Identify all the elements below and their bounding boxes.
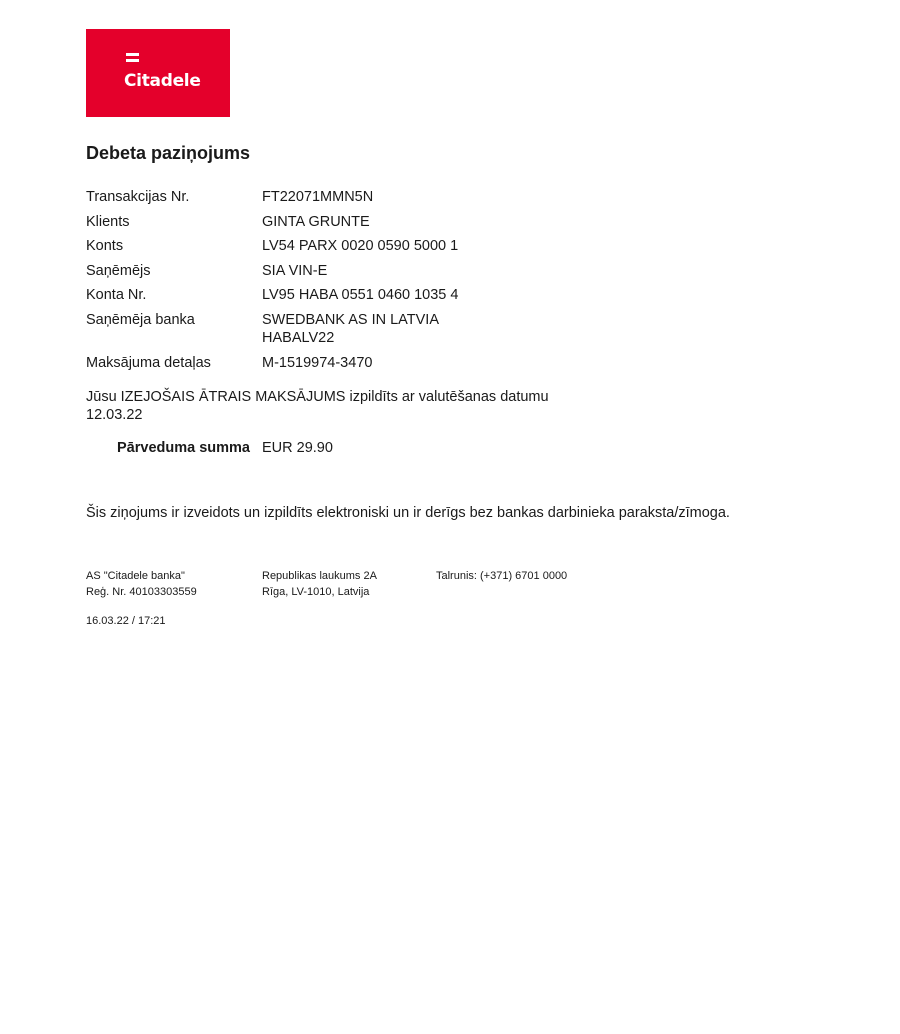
citadele-logo-mark-icon — [126, 53, 139, 62]
citadele-logo-text: Citadele — [124, 71, 201, 91]
detail-value: LV95 HABA 0551 0460 1035 4 — [262, 287, 459, 303]
detail-value: LV54 PARX 0020 0590 5000 1 — [262, 238, 459, 254]
footer-address-line2: Rīga, LV-1010, Latvija — [262, 586, 370, 598]
amount-value: EUR 29.90 — [262, 440, 333, 456]
footer-address-line1: Republikas laukums 2A — [262, 570, 377, 582]
detail-label: Konts — [86, 238, 124, 254]
execution-statement — [86, 388, 606, 424]
execution-statement-text: Jūsu IZEJOŠAIS ĀTRAIS MAKSĀJUMS izpildīts ar valutēšanas datumu — [86, 389, 549, 405]
value-date: 12.03.22 — [86, 407, 143, 423]
detail-value: FT22071MMN5N — [262, 189, 374, 205]
detail-label: Konta Nr. — [86, 287, 147, 303]
detail-label: Saņēmēja banka — [86, 312, 195, 328]
amount-label: Pārveduma summa — [117, 440, 250, 456]
footer-timestamp: 16.03.22 / 17:21 — [86, 615, 166, 627]
electronic-validity-notice: Šis ziņojums ir izveidots un izpildīts elektroniski un ir derīgs bez bankas darbinieka paraksta/zīmoga. — [86, 505, 730, 521]
footer-phone: Talrunis: (+371) 6701 0000 — [436, 570, 568, 582]
detail-value-bic: HABALV22 — [262, 330, 335, 346]
footer-company: AS "Citadele banka" — [86, 570, 185, 582]
detail-value: GINTA GRUNTE — [262, 214, 370, 230]
detail-label: Transakcijas Nr. — [86, 189, 190, 205]
citadele-logo — [86, 29, 230, 117]
detail-label: Saņēmējs — [86, 263, 151, 279]
document-title: Debeta paziņojums — [86, 143, 251, 163]
detail-label: Klients — [86, 214, 130, 230]
detail-label: Maksājuma detaļas — [86, 355, 211, 371]
detail-value: M-1519974-3470 — [262, 355, 373, 371]
detail-value: SIA VIN-E — [262, 263, 328, 279]
footer-reg-no: Reģ. Nr. 40103303559 — [86, 586, 197, 598]
detail-value: SWEDBANK AS IN LATVIA — [262, 312, 440, 328]
